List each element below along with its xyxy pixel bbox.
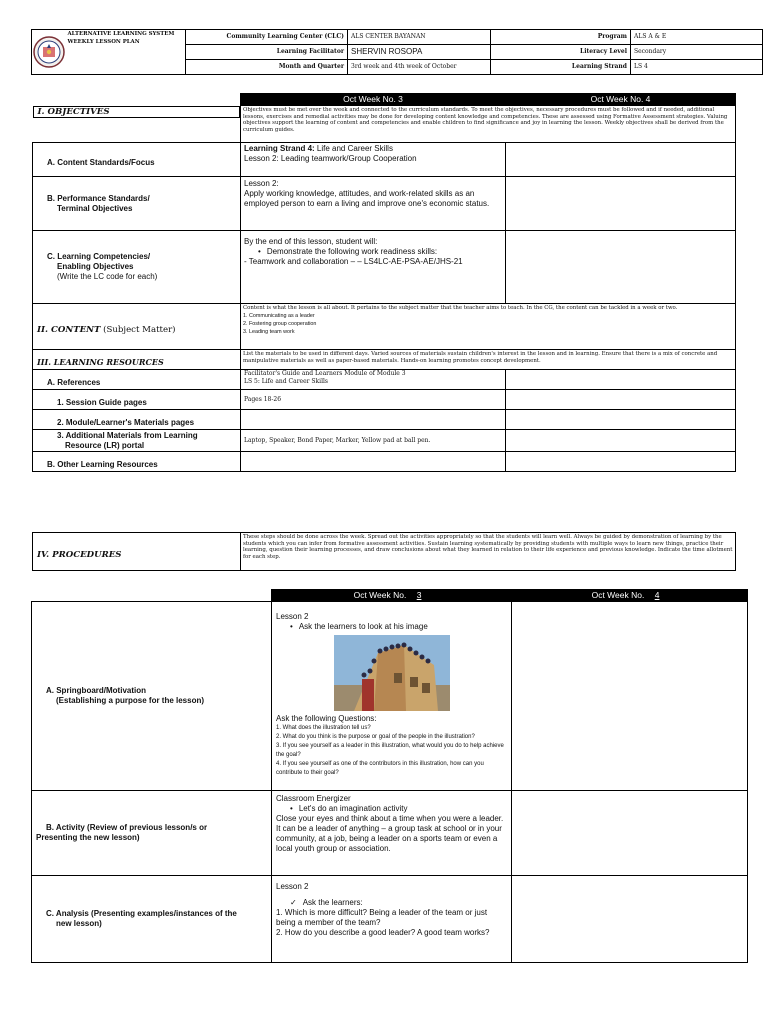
week3-number: 3 [416,590,422,600]
objectives-label-cell [33,106,241,119]
analysis-label-2: new lesson) [56,919,102,928]
analysis-label-1: C. Analysis (Presenting examples/instances of the [46,909,237,918]
performance-text: Apply working knowledge, attitudes, and work-related skills as an employed person to earn a living and improve one's economic status. [244,189,490,208]
module-week4 [506,410,736,430]
month-value: 3rd week and 4th week of October [348,60,491,75]
springboard-bullet: • Ask the learners to look at his image [276,622,507,632]
activity-text: Close your eyes and think about a time when you were a leader. It can be a leader of anything – a group task at school or in your community, at a job, being a leader on a sports team or even a local youth group or association. [276,814,504,853]
procedures-table [32,532,736,571]
competencies-label-3: (Write the LC code for each) [57,272,158,281]
springboard-questions-title: Ask the following Questions: [276,714,377,723]
session-label: 1. Session Guide pages [57,398,147,407]
other-week4 [506,452,736,472]
analysis-cell [272,876,512,963]
activity-label-cell [32,791,272,876]
week3-header: Oct Week No. 3 [241,94,506,106]
content-label-suffix: (Subject Matter) [100,325,176,335]
module-value [241,410,506,430]
program-label: Program [491,30,631,45]
procedures-label: IV. PROCEDURES [37,550,122,560]
springboard-label-1: A. Springboard/Motivation [46,686,146,695]
module-label: 2. Module/Learner's Materials pages [57,418,195,427]
deped-seal-cell [32,30,66,75]
references-line-2: LS 5: Life and Career Skills [244,377,329,385]
procedures-label-cell [33,533,241,571]
analysis-question-1: 1. Which is more difficult? Being a leader of the team or just being a member of the team? [276,908,488,927]
springboard-week4 [512,602,748,791]
performance-lesson: Lesson 2: [244,179,279,188]
procedures-text: These steps should be done across the week. Spread out the activities appropriately so that the students will learn well. Always be guided by demonstration of learning by the students which you can infer from formative assessment activities. Sustain learning systematically by providing students with multiple ways to learn new things, practice their learning, question their learning processes, and draw conclusions about what they learned in relation to their life experience and previous knowledge. Indicate the time allotment for each step. [241,533,736,571]
additional-label-cell [33,430,241,452]
session-week4 [506,390,736,410]
session-label-cell [33,390,241,410]
month-label: Month and Quarter [186,60,348,75]
additional-label-1: 3. Additional Materials from Learning [57,430,198,440]
references-week4 [506,370,736,390]
content-standards-lesson: Lesson 2: Leading teamwork/Group Cooperation [244,154,417,163]
org-title-cell [66,30,186,75]
clc-label: Community Learning Center (CLC) [186,30,348,45]
springboard-cell [272,602,512,791]
performance-label-1: B. Performance Standards/ [47,193,150,203]
competencies-label-2: Enabling Objectives [57,262,134,271]
objectives-label: I. OBJECTIVES [37,106,110,117]
content-item-2: 2. Fostering group cooperation [243,320,317,327]
objectives-text: Objectives must be met over the week and connected to the curriculum standards. To meet the objectives, necessary procedures must be followed and if needed, additional lessons, exercises and remedial activities may be done for developing content knowledge and competencies. These are assessed using Formative Assessment strategies. Valuing objectives support the learning of content and competencies and enable children to find significance and joy in learning the lesson. Weekly objectives shall be derived from the curriculum guides. [241,106,736,143]
performance-label-cell [33,177,241,231]
resources-label-cell [33,350,241,370]
performance-label-2: Terminal Objectives [57,203,133,213]
additional-week4 [506,430,736,452]
competencies-label-cell [33,231,241,304]
other-label: B. Other Learning Resources [47,460,158,469]
performance-cell [241,177,506,231]
springboard-label-2: (Establishing a purpose for the lesson) [56,696,205,705]
references-cell [241,370,506,390]
activity-label-2: Presenting the new lesson) [36,833,140,842]
org-title-1: ALTERNATIVE LEARNING SYSTEM [67,31,175,37]
springboard-question-4: 4. If you see yourself as one of the contributors in this illustration, how can you contribute to their goal? [276,761,484,776]
springboard-label-cell [32,602,272,791]
analysis-check: ✓ Ask the learners: [276,898,507,908]
procedures-detail-table [31,589,748,963]
content-standards-strand-title: Life and Career Skills [314,144,393,153]
activity-label-1: B. Activity (Review of previous lesson/s or [46,823,208,832]
content-standards-cell [241,143,506,177]
facilitator-value: SHERVIN ROSOPA [348,45,491,60]
procedures-detail-wrap [31,589,747,963]
org-title-2: WEEKLY LESSON PLAN [67,38,140,45]
competencies-intro: By the end of this lesson, student will: [244,237,378,246]
references-label: A. References [47,378,101,387]
literacy-value: Secondary [631,45,763,60]
springboard-question-3: 3. If you see yourself as a leader in this illustration, what would you do to help achieve the goal? [276,743,504,758]
references-line-1: Facilitator's Guide and Learners Module of Module 3 [244,370,406,377]
competencies-label-1: C. Learning Competencies/ [47,252,151,261]
clc-value: ALS CENTER BAYANAN [348,30,491,45]
content-cell [241,304,736,350]
blank-corner-2 [32,590,272,602]
analysis-week4 [512,876,748,963]
facilitator-label: Learning Facilitator [186,45,348,60]
objectives-table-wrap [32,93,735,472]
program-value: ALS A & E [631,30,763,45]
activity-title: Classroom Energizer [276,794,351,803]
week4-number: 4 [654,590,660,600]
activity-bullet: • Let's do an imagination activity [276,804,507,814]
springboard-lesson: Lesson 2 [276,612,309,621]
session-value: Pages 18-26 [241,390,506,410]
content-label: II. CONTENT [37,325,101,335]
competencies-bullet: • Demonstrate the following work readiness skills: [244,247,502,257]
content-item-3: 3. Leading team work [243,328,295,335]
module-label-cell [33,410,241,430]
content-standards-week4 [506,143,736,177]
content-label-cell [33,304,241,350]
content-item-1: 1. Communicating as a leader [243,312,315,319]
header-table [31,29,763,75]
activity-cell [272,791,512,876]
analysis-lesson: Lesson 2 [276,882,309,891]
deped-seal-icon [33,36,65,68]
strand-label: Learning Strand [491,60,631,75]
analysis-label-cell [32,876,272,963]
competencies-cell [241,231,506,304]
activity-week4 [512,791,748,876]
performance-week4 [506,177,736,231]
content-standards-strand: Learning Strand 4: [244,144,315,153]
springboard-question-2: 2. What do you think is the purpose or goal of the people in the illustration? [276,734,475,740]
springboard-question-1: 1. What does the illustration tell us? [276,725,371,731]
content-text: Content is what the lesson is all about. It pertains to the subject matter that the teacher aims to teach. In the CG, the content can be tackled in a week or two. [243,305,678,311]
additional-value: Laptop, Speaker, Bond Paper, Marker, Yellow pad at ball pen. [241,430,506,452]
procedures-block [32,532,735,571]
header-block [31,29,763,75]
resources-label: III. LEARNING RESOURCES [37,357,164,367]
other-label-cell [33,452,241,472]
strand-value: LS 4 [631,60,763,75]
competencies-week4 [506,231,736,304]
week4-header: Oct Week No. 4 [506,94,736,106]
week4-header-2: Oct Week No. 4 [512,590,748,602]
competencies-code: - Teamwork and collaboration – – LS4LC-AE-PSA-AE/JHS-21 [244,257,463,266]
literacy-label: Literacy Level [491,45,631,60]
content-standards-label-cell [33,143,241,177]
teamwork-illustration-image [334,635,450,711]
content-standards-label: A. Content Standards/Focus [47,158,155,167]
other-value [241,452,506,472]
analysis-question-2: 2. How do you describe a good leader? A good team works? [276,928,490,937]
references-label-cell [33,370,241,390]
week3-header-2: Oct Week No. 3 [272,590,512,602]
blank-corner [33,94,241,106]
objectives-table [32,93,736,472]
resources-text: List the materials to be used in different days. Varied sources of materials sustain children's interest in the lesson and in learning. Ensure that there is a mix of concrete and manipulative materials as well as paper-based materials. Hands-on learning promotes concept development. [241,350,736,370]
additional-label-2: Resource (LR) portal [65,440,145,450]
